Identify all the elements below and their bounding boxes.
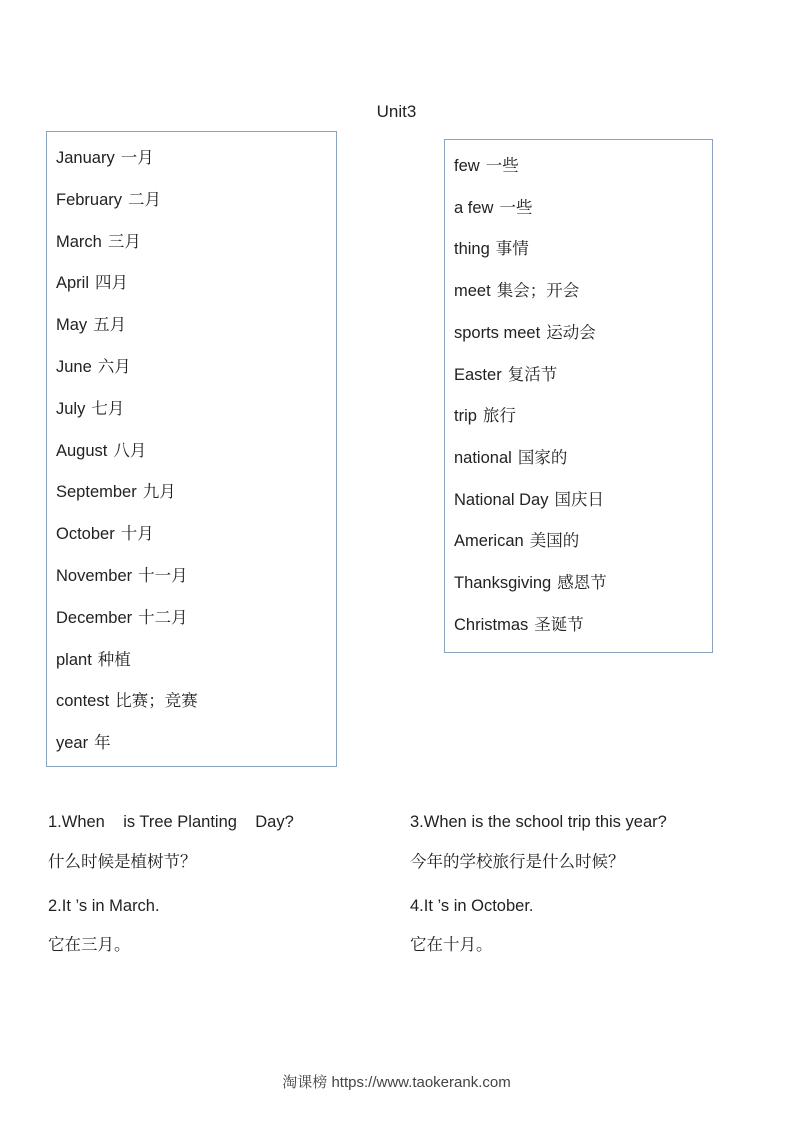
vocab-entry bbox=[56, 524, 154, 544]
vocab-english: American bbox=[454, 532, 524, 551]
vocab-entry bbox=[454, 531, 579, 551]
vocab-chinese: 九月 bbox=[142, 483, 176, 502]
vocab-entry bbox=[454, 156, 519, 176]
vocab-box-left bbox=[46, 131, 337, 767]
question-1: 1.When is Tree Planting Day? bbox=[48, 813, 294, 831]
vocab-english: April bbox=[56, 274, 90, 293]
vocab-entry bbox=[56, 190, 161, 210]
vocab-chinese: 集会；开会 bbox=[496, 282, 580, 301]
vocab-chinese: 十二月 bbox=[138, 608, 188, 627]
vocab-entry bbox=[454, 365, 557, 385]
vocab-chinese: 一些 bbox=[499, 198, 533, 217]
vocab-chinese: 种植 bbox=[97, 650, 131, 669]
vocab-english: May bbox=[56, 316, 88, 335]
vocab-english: August bbox=[56, 441, 108, 460]
vocab-chinese: 旅行 bbox=[482, 407, 516, 426]
vocab-english: national bbox=[454, 448, 512, 467]
vocab-entry bbox=[56, 315, 126, 335]
page-title: Unit3 bbox=[376, 102, 417, 121]
question-3: 3.When is the school trip this year? bbox=[410, 813, 667, 831]
vocab-english: few bbox=[454, 157, 480, 175]
vocab-chinese: 二月 bbox=[128, 190, 162, 209]
vocab-entry bbox=[56, 733, 111, 753]
vocab-english: trip bbox=[454, 407, 477, 426]
vocab-entry bbox=[56, 357, 131, 377]
vocab-english: July bbox=[56, 399, 86, 418]
vocab-english: November bbox=[56, 567, 133, 585]
vocab-entry bbox=[56, 148, 154, 168]
vocab-english: sports meet bbox=[454, 323, 541, 342]
vocab-english: a few bbox=[454, 198, 494, 217]
vocab-entry bbox=[56, 482, 176, 502]
question-1-translation: 什么时候是植树节？ bbox=[48, 853, 197, 871]
vocab-chinese: 感恩节 bbox=[557, 574, 607, 592]
vocab-entry bbox=[454, 573, 607, 593]
vocab-english: National Day bbox=[454, 490, 549, 509]
vocab-english: December bbox=[56, 608, 133, 627]
answer-2-translation: 它在三月。 bbox=[48, 936, 131, 954]
vocab-chinese: 一月 bbox=[120, 149, 154, 167]
vocab-entry bbox=[454, 490, 604, 510]
vocab-english: September bbox=[56, 483, 137, 502]
vocab-entry bbox=[56, 232, 141, 252]
vocab-chinese: 事情 bbox=[495, 240, 529, 259]
vocab-english: Christmas bbox=[454, 615, 529, 634]
vocab-chinese: 年 bbox=[94, 734, 111, 753]
vocab-entry bbox=[454, 615, 584, 635]
vocab-english: year bbox=[56, 734, 89, 753]
vocab-entry bbox=[56, 566, 188, 586]
vocab-entry bbox=[454, 239, 529, 259]
answer-2: 2.It ’s in March. bbox=[48, 897, 160, 915]
footer-watermark: 淘课榜 https://www.taokerank.com bbox=[282, 1074, 511, 1091]
vocab-english: January bbox=[56, 149, 115, 167]
vocab-english: June bbox=[56, 358, 92, 376]
vocab-chinese: 国庆日 bbox=[554, 490, 604, 509]
vocab-chinese: 国家的 bbox=[517, 448, 568, 467]
vocab-entry bbox=[454, 406, 516, 426]
vocab-chinese: 比赛；竞赛 bbox=[115, 692, 198, 711]
vocab-entry bbox=[454, 448, 567, 468]
vocab-entry bbox=[56, 650, 131, 670]
vocab-chinese: 十一月 bbox=[138, 567, 188, 585]
vocab-english: meet bbox=[454, 282, 491, 301]
vocab-chinese: 圣诞节 bbox=[534, 615, 584, 634]
vocab-box-right bbox=[444, 139, 713, 653]
vocab-chinese: 四月 bbox=[95, 274, 129, 293]
vocab-entry bbox=[56, 608, 188, 628]
vocab-chinese: 美国的 bbox=[529, 532, 580, 551]
vocab-chinese: 八月 bbox=[113, 441, 147, 460]
vocab-chinese: 十月 bbox=[120, 525, 154, 544]
vocab-english: February bbox=[56, 190, 123, 209]
vocab-english: thing bbox=[454, 240, 490, 259]
vocab-english: March bbox=[56, 232, 102, 251]
answer-4-translation: 它在十月。 bbox=[410, 936, 493, 954]
vocab-english: contest bbox=[56, 692, 110, 711]
vocab-english: October bbox=[56, 525, 115, 544]
vocab-entry bbox=[454, 281, 579, 301]
vocab-english: Thanksgiving bbox=[454, 574, 552, 592]
vocab-entry bbox=[56, 441, 146, 461]
vocab-entry bbox=[56, 399, 124, 419]
answer-4: 4.It ’s in October. bbox=[410, 897, 534, 915]
vocab-entry bbox=[56, 691, 198, 711]
vocab-english: plant bbox=[56, 650, 92, 669]
vocab-entry bbox=[454, 323, 596, 343]
vocab-entry bbox=[56, 273, 128, 293]
vocab-chinese: 一些 bbox=[485, 157, 519, 175]
vocab-chinese: 复活节 bbox=[507, 365, 558, 384]
vocab-chinese: 运动会 bbox=[546, 323, 596, 342]
vocab-chinese: 七月 bbox=[91, 399, 125, 418]
vocab-entry bbox=[454, 198, 532, 218]
vocab-chinese: 三月 bbox=[107, 232, 141, 251]
question-3-translation: 今年的学校旅行是什么时候？ bbox=[410, 853, 625, 871]
vocab-english: Easter bbox=[454, 365, 502, 384]
vocab-chinese: 五月 bbox=[93, 316, 127, 335]
vocab-chinese: 六月 bbox=[97, 358, 131, 376]
